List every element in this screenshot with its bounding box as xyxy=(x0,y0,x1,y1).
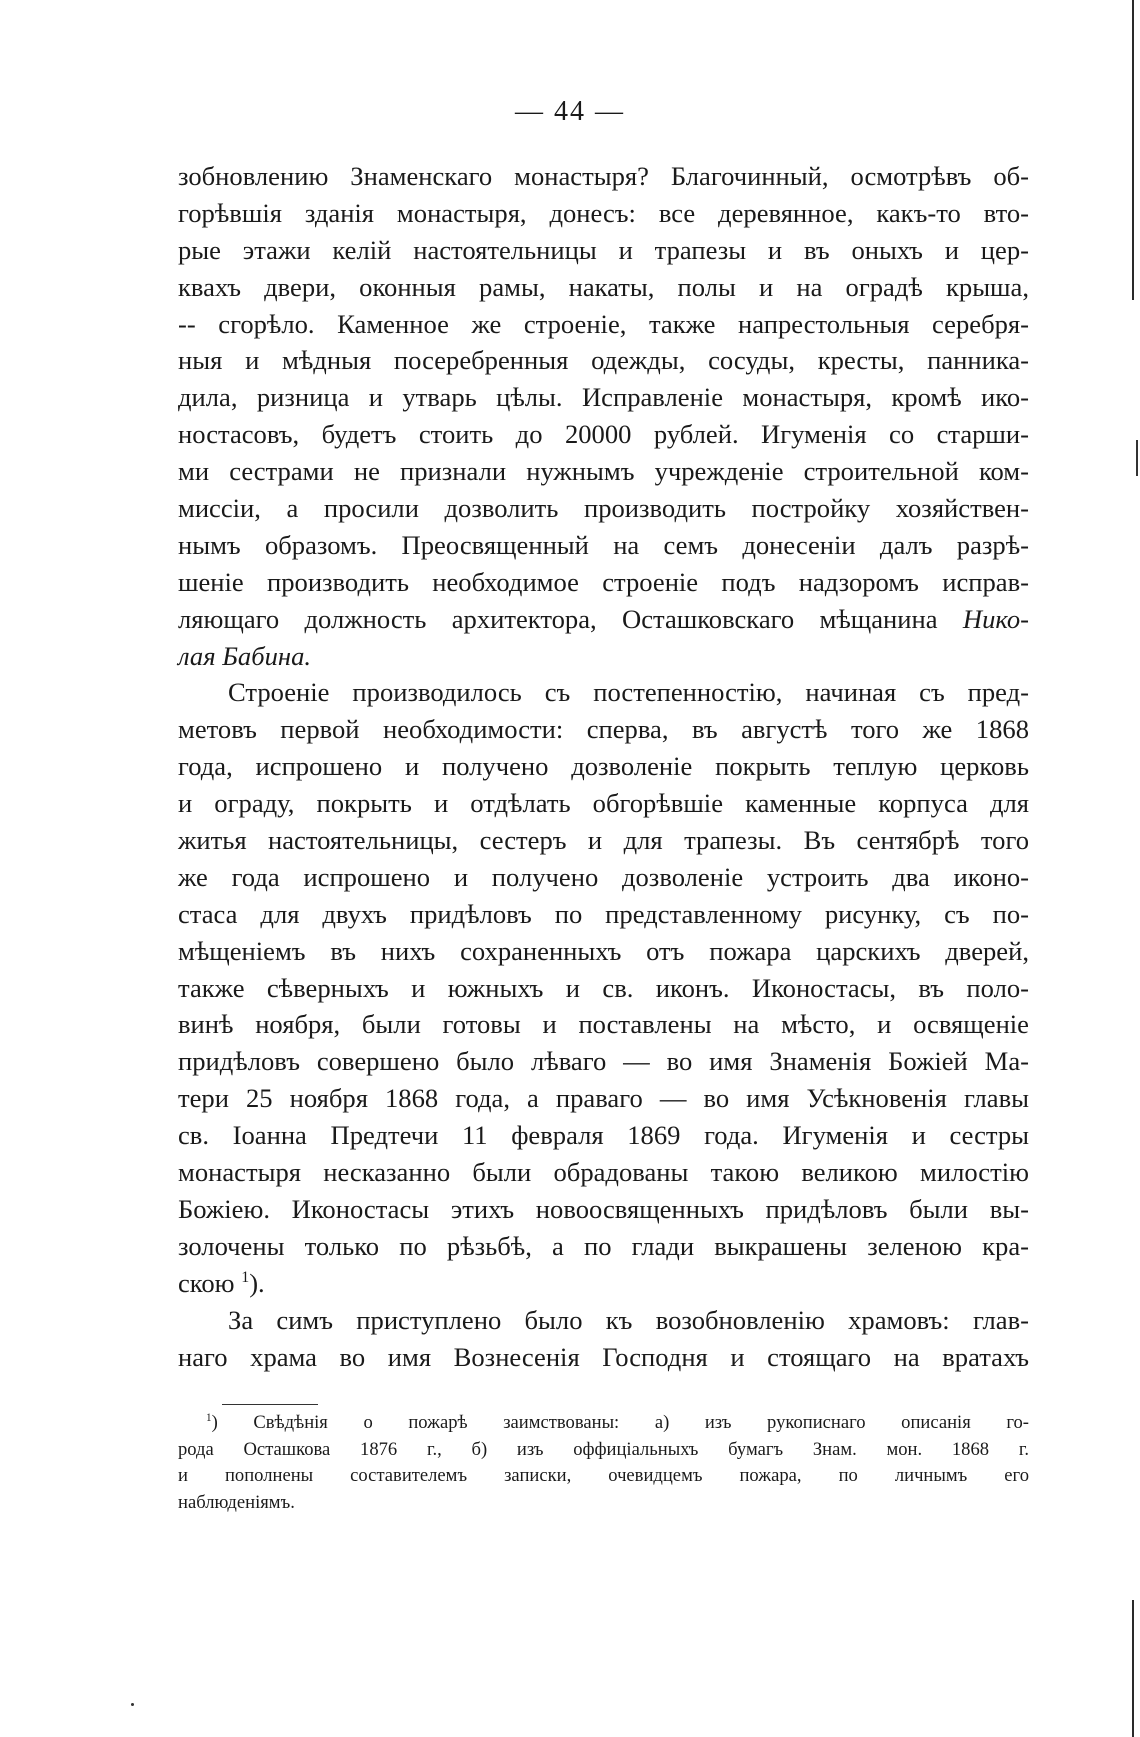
text-line: монастыря несказанно были обрадованы такою великою милостію xyxy=(178,1157,1029,1188)
text-line: горѣвшія зданія монастыря, донесъ: все деревянное, какъ-то вто- xyxy=(178,197,1029,228)
footnote-block xyxy=(178,1410,1029,1516)
text-segment: ляющаго должность архитектора, Осташковскаго мѣщанина xyxy=(178,603,938,634)
text-line-with-footnote-ref xyxy=(178,1265,1029,1302)
text-line: Строеніе производилось съ постепенностію, начиная съ пред- xyxy=(228,677,1029,708)
text-line: золочены только по рѣзьбѣ, а по глади выкрашены зеленою кра- xyxy=(178,1230,1029,1261)
text-line: ныя и мѣдныя посеребренныя одежды, сосуды, кресты, панника- xyxy=(178,345,1029,376)
footnote-marker: 1 xyxy=(206,1411,212,1424)
footnote-line: и пополнены составителемъ записки, очевидцемъ пожара, по личнымъ его xyxy=(178,1465,1029,1486)
text-line: наго храма во имя Вознесенія Господня и стоящаго на вратахъ xyxy=(178,1341,1029,1372)
italic-name: Нико- xyxy=(962,603,1029,634)
text-line: зобновлению Знаменскаго монастыря? Благочинный, осмотрѣвъ об- xyxy=(178,161,1029,191)
paragraph-3 xyxy=(178,1302,1029,1376)
text-line: рые этажи келій настоятельницы и трапезы и въ оныхъ и цер- xyxy=(178,234,1029,265)
text-line: шеніе производить необходимое строеніе подъ надзоромъ исправ- xyxy=(178,566,1029,597)
text-line: стаса для двухъ придѣловъ по представленному рисунку, съ по- xyxy=(178,898,1029,929)
text-segment: ). xyxy=(249,1267,265,1298)
text-line: св. Іоанна Предтечи 11 февраля 1869 года. Игуменія и сестры xyxy=(178,1120,1029,1151)
text-line: -- сгорѣло. Каменное же строеніе, также напрестольныя серебря- xyxy=(178,308,1029,339)
text-line: миссіи, а просили дозволить производить постройку хозяйствен- xyxy=(178,493,1029,524)
text-line: мѣщеніемъ въ нихъ сохраненныхъ отъ пожара царскихъ дверей, xyxy=(178,935,1029,966)
body-text xyxy=(178,158,1029,1375)
page-edge-line xyxy=(1132,0,1134,300)
footnote-reference[interactable]: 1 xyxy=(241,1268,250,1286)
text-line: метовъ первой необходимости: сперва, въ августѣ того же 1868 xyxy=(178,714,1029,745)
text-line: квахъ двери, оконныя рамы, накаты, полы и на оградѣ крыша, xyxy=(178,271,1029,302)
text-line: За симъ приступлено было къ возобновленію храмовъ: глав- xyxy=(228,1304,1029,1335)
text-line: года, испрошено и получено дозволеніе покрыть теплую церковь xyxy=(178,751,1029,782)
text-line-with-italic xyxy=(178,601,1029,638)
text-line: дила, ризница и утварь цѣлы. Исправленіе монастыря, кромѣ ико- xyxy=(178,382,1029,413)
page-edge-mark xyxy=(1136,440,1138,476)
text-line: Божіею. Иконостасы этихъ новоосвященныхъ придѣловъ были вы- xyxy=(178,1193,1029,1224)
text-line: и ограду, покрыть и отдѣлать обгорѣвшіе каменные корпуса для xyxy=(178,788,1029,819)
footnote-divider xyxy=(222,1404,318,1405)
footnote-line: рода Осташкова 1876 г., б) изъ оффиціальныхъ бумагъ Знам. мон. 1868 г. xyxy=(178,1438,1029,1460)
text-line: ностасовъ, будетъ стоить до 20000 рублей. Игуменія со старши- xyxy=(178,419,1029,450)
text-line: тери 25 ноября 1868 года, а праваго — во имя Усѣкновенія главы xyxy=(178,1083,1029,1114)
print-speck xyxy=(131,1703,134,1706)
paragraph-1 xyxy=(178,158,1029,674)
italic-name-line: лая Бабина. xyxy=(178,640,312,671)
text-line: придѣловъ совершено было лѣваго — во имя Знаменія Божіей Ма- xyxy=(178,1046,1029,1077)
text-line: также сѣверныхъ и южныхъ и св. иконъ. Иконостасы, въ поло- xyxy=(178,972,1029,1003)
text-line: винѣ ноября, были готовы и поставлены на мѣсто, и освященіе xyxy=(178,1009,1029,1040)
page-edge-line-lower xyxy=(1132,1600,1134,1737)
text-line: ми сестрами не признали нужнымъ учрежденіе строительной ком- xyxy=(178,456,1029,487)
page-number: — 44 — xyxy=(515,96,625,127)
text-segment: скою xyxy=(178,1267,235,1298)
paragraph-2 xyxy=(178,674,1029,1301)
footnote-line: наблюденіямъ. xyxy=(178,1491,295,1513)
footnote-text: ) Свѣдѣнія о пожарѣ заимствованы: а) изъ рукописнаго описанія го- xyxy=(211,1412,1029,1433)
text-line: нымъ образомъ. Преосвященный на семъ донесеніи далъ разрѣ- xyxy=(178,529,1029,560)
text-line: житья настоятельницы, сестеръ и для трапезы. Въ сентябрѣ того xyxy=(178,825,1029,856)
text-line: же года испрошено и получено дозволеніе устроить два иконо- xyxy=(178,861,1029,892)
footnote-line xyxy=(178,1410,1029,1437)
